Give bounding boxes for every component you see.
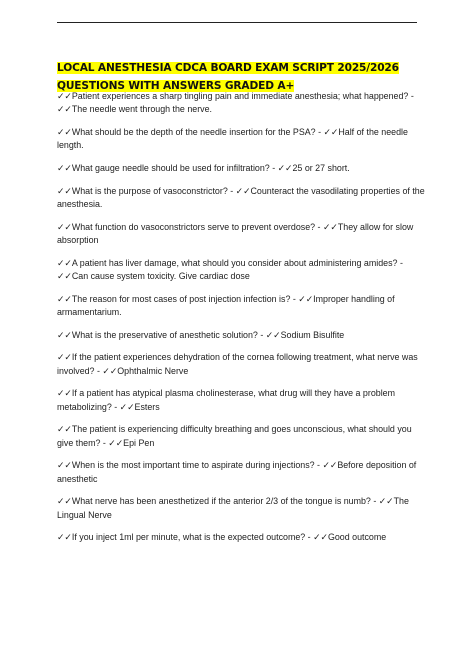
qa-item: ✓✓What nerve has been anesthetized if the anterior 2/3 of the tongue is numb? - ✓✓The Lingual Nerve: [57, 496, 409, 520]
qa-item: ✓✓What is the purpose of vasoconstrictor? - ✓✓Counteract the vasodilating properties of the anesthesia.: [57, 185, 425, 209]
document-title: LOCAL ANESTHESIA CDCA BOARD EXAM SCRIPT 2025/2026 QUESTIONS WITH ANSWERS GRADED A+: [57, 62, 399, 92]
header-divider: [57, 22, 417, 23]
qa-item: ✓✓The patient is experiencing difficulty breathing and goes unconscious, what should you give them? - ✓✓Epi Pen: [57, 424, 412, 448]
qa-item: ✓✓What gauge needle should be used for infiltration? - ✓✓25 or 27 short.: [57, 163, 350, 173]
qa-item: ✓✓If you inject 1ml per minute, what is the expected outcome? - ✓✓Good outcome: [57, 532, 387, 543]
qa-item: ✓✓If the patient experiences dehydration of the cornea following treatment, what nerve was involved? - ✓✓Ophthalmic Nerve: [57, 352, 418, 376]
qa-item: ✓✓If a patient has atypical plasma cholinesterase, what drug will they have a problem metabolizing? - ✓✓Esters: [57, 388, 395, 412]
qa-list: [57, 90, 425, 554]
document-title-block: [57, 58, 425, 94]
qa-item: ✓✓What is the preservative of anesthetic solution? - ✓✓Sodium Bisulfite: [57, 329, 345, 340]
qa-item: ✓✓Patient experiences a sharp tingling pain and immediate anesthesia; what happened? - ✓✓The needle went through the nerve.: [57, 91, 414, 115]
qa-item: ✓✓The reason for most cases of post injection infection is? - ✓✓Improper handling of armamentarium.: [57, 293, 395, 317]
qa-item: ✓✓When is the most important time to aspirate during injections? - ✓✓Before deposition of anesthetic: [57, 460, 417, 484]
qa-item: ✓✓A patient has liver damage, what should you consider about administering amides? - ✓✓Can cause system toxicity. Give cardiac dose: [57, 257, 403, 281]
qa-item: ✓✓What should be the depth of the needle insertion for the PSA? - ✓✓Half of the needle length.: [57, 127, 408, 151]
qa-item: ✓✓What function do vasoconstrictors serve to prevent overdose? - ✓✓They allow for slow absorption: [57, 221, 414, 245]
